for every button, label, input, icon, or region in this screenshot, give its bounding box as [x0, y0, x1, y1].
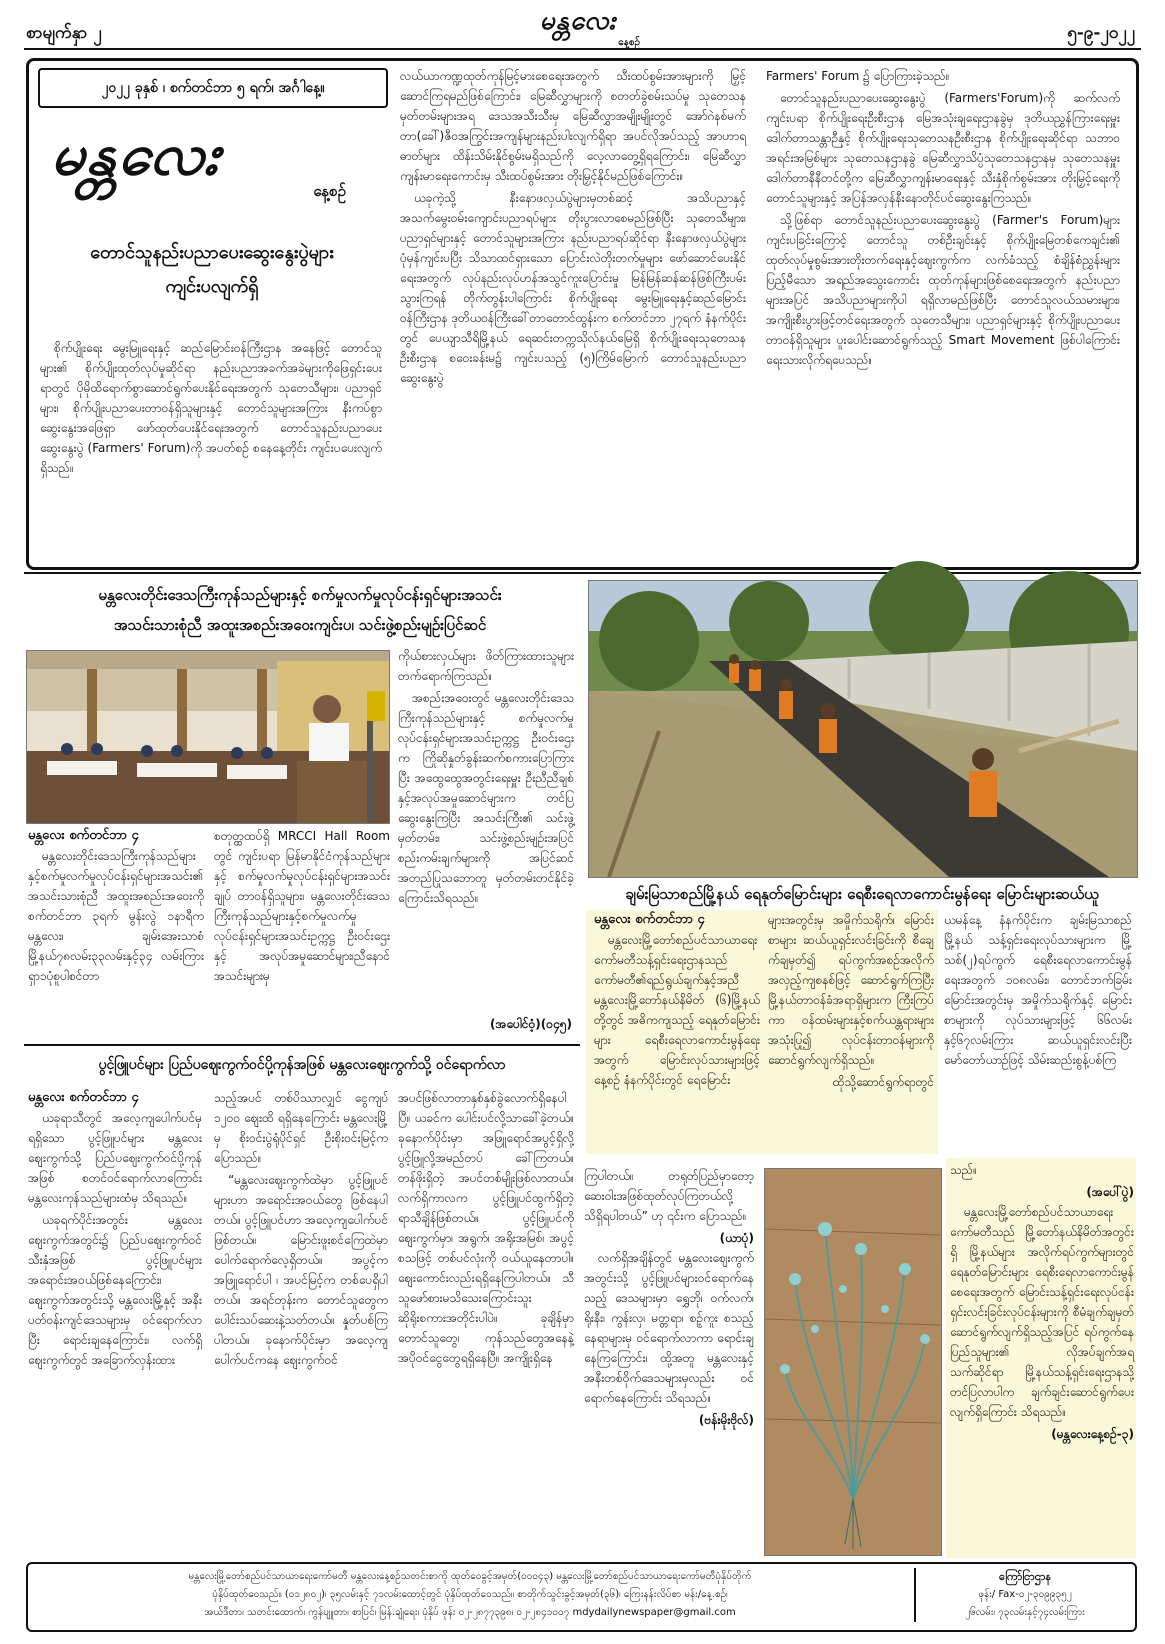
masthead-rule — [24, 48, 1141, 50]
masthead — [0, 0, 1165, 52]
article-column-c-cont — [398, 834, 574, 1012]
drain-column-b — [768, 910, 934, 1154]
editorial-logo-text: မန္တလေး — [48, 120, 226, 188]
article-paragraph: မန္တလေးတိုင်းဒေသကြီးကုန်သည်များနှင့်စက်မှုလက်မှုလုပ်ငန်းရှင်များအသင်း၏ အသင်းသားစုံညီ အထူးအစည်းအဝေးကို စက်တင်ဘာ ၃ရက် မွန်းလွဲ ၁နာရီက မန္တလေး၊ ချမ်းအေးသာစံမြို့နယ်၇၈လမ်း၃၃လမ်းနှင့်၃၄ လမ်းကြားရှာ၁ပုံစူပါစင်တာ — [28, 849, 204, 983]
masthead-date: ၅-၉-၂၀၂၂ — [1067, 23, 1135, 43]
masthead-logo-text: မန္တလေး — [539, 6, 617, 36]
headline-line1: မန္တလေးတိုင်းဒေသကြီးကုန်သည်များနှင့် စက်မှုလက်မှုလုပ်ငန်းရှင်များအသင်း — [98, 586, 502, 604]
editorial-column-2 — [400, 66, 746, 556]
drain-clearing-photo — [588, 580, 1138, 878]
article-pwint-phyu — [24, 1050, 580, 1556]
article-credit: (အပေါ်ပွဲ) — [1086, 1185, 1134, 1199]
article-paragraph: ယခုရာသီတွင် အလေ့ကျပေါက်ပင်မှရရှိသော ပွင့်ဖြူပင်များ မန္တလေးဈေးကွက်သို့ ပြည်ပဈေးကွက်ဝင်ပို့ကုန်အဖြစ် စတင်ဝင်ရောက်လာကြောင်း မန္တလေးကုန်သည်များထံမှ သိရသည်။ — [28, 1111, 202, 1205]
drain-column-c — [944, 910, 1132, 1154]
article-paragraph: သည့်အပင် တစ်ပိဿာလျှင် ငွေကျပ် ၁၂၀၀ ဈေးထိ ရရှိနေကြောင်း မန္တလေးမြို့မှ စိုးဝင်းပွဲရုံပိုင်ရှင် ဦးစိုးဝင်းမြင့်က ပြောသည်။ — [214, 1091, 388, 1165]
editorial-title — [44, 236, 380, 304]
masthead-logo-sub: နေ့စဉ် — [618, 37, 640, 48]
article-mrcci — [24, 580, 576, 1038]
article-paragraph: လက်ရှိအချိန်တွင် မန္တလေးဈေးကွက်အတွင်းသို့ ပွင့်ဖြူပင်များဝင်ရောက်နေသည့် ဒေသများမှာ ရွှေဘို၊ ဝက်လက်၊ ရိုးနီး၊ ကွန်းလှ၊ မတ္တရာ၊ စဉ့်ကူး စသည့်နေရာများမှ ဝင်ရောက်လာကာ ရောင်းချနေကြကြောင်း၊ ထို့အတူ မန္တလေးနှင့် အနီးတစ်ဝိုက်ဒေသများမှလည်း ဝင်ရောက်နေကြောင်း သိရသည်။ — [584, 1251, 754, 1405]
editorial-date: ၂၀၂၂ ခုနှစ် ၊ စက်တင်ဘာ ၅ ရက်၊ အင်္ဂါနေ့။ — [101, 79, 325, 96]
article-paragraph: များအတွင်းမှ အမှိုက်သရိုက်၊ မြောင်းစာများ ဆယ်ယူရှင်းလင်းခြင်းကို စီချေက်ချမှတ်၍ ရပ်ကွက်အစဉ်အလိုက် အလှည့်ကျစနစ်ဖြင့် ဆောင်ရွက်ကြပြီး မြို့နယ်တာဝန်ခံအရာရှိများက ကြီးကြပ်ကာ ဝန်ထမ်းများနှင့်စက်ယန္တရားများအသုံးပြု၍ လုပ်ငန်းတာဝန်များကို ဆောင်ရွက်လျက်ရှိသည်။ — [768, 913, 934, 1067]
page-number-label: စာမျက်နှာ ၂ — [26, 23, 102, 43]
editorial-date-box — [38, 68, 388, 108]
article-paragraph: အစည်းအဝေးတွင် မန္တလေးတိုင်းဒေသကြီးကုန်သည်များနှင့် စက်မှုလက်မှုလုပ်ငန်းရှင်များအသင်းဥက္ကဋ္ဌ ဦးဝင်းဌေးက ကြိုဆိုနှုတ်ခွန်းဆက်စကားပြောကြားပြီး အထွေထွေအတွင်းရေးမှူး ဦးညီညီချစ်နှင့်အလုပ်အမှုဆောင်များက တင်ပြဆွေးနွေးကြပြီး အသင်းကြီး၏ သင်းဖွဲ့မှတ်တမ်း၊ သင်းဖွဲ့စည်းမျဉ်းအပြင်စည်းကမ်းချက်များကို အပြင်ဆင်အတည်ပြုသဘောတူ မှတ်တမ်းတင်နိုင်ခဲ့ကြောင်းသိရသည်။ — [398, 691, 574, 905]
article-paragraph: ထိုသို့ဆောင်ရွက်ရာတွင် — [832, 1075, 934, 1089]
article-paragraph: “မန္တလေးဈေးကွက်ထဲမှာ ပွင့်ဖြူပင်များဟာ အရောင်းအဝယ်တွေ ဖြစ်နေပါတယ်။ ပွင့်ဖြူပင်ဟာ အလေ့ကျပေါက်ပင်ဖြစ်တယ်။ မြောင်းဖူးစင်ကြေထဲမှာ ပေါက်ရောက်လေ့ရှိတယ်။ အပွင့်က အဖြူရောင်ပါ ၊ အပင်မြင့်က တစ်ပေရှိပါတယ်။ အရင်တုန်းက တောင်သူတွေက ပေါင်းသပ်ဆေးနဲ့သတ်တယ်။ နှုတ်ပစ်ကြပါတယ်။ ခုနောက်ပိုင်းမှာ အလေ့ကျပေါက်ပင်ကနေ ဈေးကွက်ဝင် — [214, 1173, 388, 1367]
article-drain — [582, 580, 1138, 1158]
byline: မန္တလေး စက်တင်ဘာ ၄ — [594, 912, 705, 927]
ad-dept-address: ၂၆လမ်း၊ ၇၃လမ်းနှင့်၇၄လမ်းကြား — [965, 1607, 1085, 1618]
pwint-phyu-plant-photo — [764, 1168, 942, 1556]
ad-dept-title: ကြော်ငြာဌာန — [998, 1570, 1052, 1583]
editorial-paragraph: Farmers' Forum ၌ ပြောကြားခဲ့သည်။ — [766, 69, 950, 83]
section-divider — [24, 572, 1141, 574]
pwint-column-b — [214, 1088, 388, 1554]
editorial-logo — [48, 112, 382, 212]
article-paragraph: မန္တလေးမြို့တော်စည်ပင်သာယာရေးကော်မတီသည် မြို့တော်နယ်နိမိတ်အတွင်းရှိ မြို့နယ်များ အလိုက်ရပ်ကွက်များတွင် ရေနုတ်မြောင်းများ ရေစီးရေလာကောင်းမွန်စေရေးအတွက် မြောင်းသန့်ရှင်းရေးလုပ်ငန်းရှင်းလင်းခြင်းလုပ်ငန်းများကို စီမံချက်ချမှတ်ဆောင်ရွက်လျက်ရှိသည့်အပြင် ရပ်ကွက်နေပြည်သူများ၏ လိုအပ်ချက်အရ သက်ဆိုင်ရာ မြို့နယ်သန့်ရှင်းရေးဌာနသို့ တင်ပြလာပါက ချက်ချင်းဆောင်ရွက်ပေးလျက်ရှိကြောင်း သိရသည်။ — [950, 1205, 1134, 1419]
article-column-b — [214, 826, 390, 1012]
meeting-photo — [26, 650, 390, 824]
masthead-logo — [508, 6, 648, 48]
article-credit: (မန္တလေးနေ့စဉ်-၃) — [1051, 1427, 1134, 1441]
article-paragraph: ကိုယ်စားလှယ်များ ဖိတ်ကြားထားသူများ တက်ရောက်ကြသည်။ — [398, 649, 574, 683]
imprint-line: ပုံနှိပ်ထုတ်ဝေသည်။ (၀၁၂၈၀၂)၊ ၃၅လမ်းနှင့် ၇၁လမ်းထောင့်တွင် ပုံနှိပ်ထုတ်ဝေသည်။ စာတိုက်သွင်းခွင့်အမှတ်(၃၆)၊ ကြေးနန်းလိပ်စာ မန်း/နေ့.စဉ်၊ — [212, 1589, 728, 1600]
article-paragraph: စတုတ္ထထပ်ရှိ MRCCI Hall Room တွင် ကျင်းပရာ မြန်မာနိုင်ငံကုန်သည်များနှင့် စက်မှုလက်မှုလုပ်ငန်းရှင်များအသင်းချုပ် တာဝန်ရှိသူများ၊ မန္တလေးတိုင်းဒေသကြီးကုန်သည်များနှင့်စက်မှုလက်မှုလုပ်ငန်းရှင်များအသင်းဥက္ကဋ္ဌ ဦးဝင်းဌေးနှင့် အလုပ်အမှုဆောင်များ၊ညီနောင်အသင်းများမှ — [214, 829, 390, 983]
byline: မန္တလေး စက်တင်ဘာ ၄ — [28, 1090, 139, 1105]
article-paragraph: ယခုရက်ပိုင်းအတွင်း မန္တလေးဈေးကွက်အတွင်း၌ ပြည်ပဈေးကွက်ဝင်သီးနှံအဖြစ် ပွင့်ဖြူပင်များ အရောင်းအဝယ်ဖြစ်နေကြောင်း၊ ဈေးကွက်အတွင်းသို့ မန္တလေးမြို့နှင့် အနီးပတ်ဝန်းကျင်ဒေသများမှ ဝင်ရောက်လာပြီး ရောင်းချနေကြောင်း၊ လက်ရှိဈေးကွက်တွင် အခြောက်လှန်းထား — [28, 1213, 202, 1367]
headline-line2: အသင်းသားစုံညီ အထူးအစည်းအဝေးကျင်းပ၊ သင်းဖွဲ့စည်းမျဉ်းပြင်ဆင် — [113, 616, 487, 634]
article-column-right — [398, 646, 574, 905]
article-paragraph: ကြပါတယ်။ တရုတ်ပြည်မှာတော့ ဆေးဝါးအဖြစ်ထုတ်လုပ်ကြတယ်လို့ သိရှိရပါတယ်” ဟု ၎င်းက ပြောသည်။ — [584, 1169, 754, 1223]
photo-caption-headline: ချမ်းမြသာစည်မြို့နယ် ရေနုတ်မြောင်းများ ရေစီးရေလာကောင်းမွန်ရေး မြောင်းများဆယ်ယူ — [625, 885, 1099, 903]
pwint-column-d — [584, 1166, 754, 1556]
pwint-column-a — [28, 1088, 202, 1554]
article-paragraph: သည်။ — [950, 1163, 977, 1177]
editorial-paragraph: စိုက်ပျိုးရေး မွေးမြူရေးနှင့် ဆည်မြောင်းဝန်ကြီးဌာန အနေဖြင့် တောင်သူများ၏ စိုက်ပျိုးထုတ်လုပ်မှုဆိုင်ရာ နည်းပညာအခက်အခဲများကိုဖြေရှင်းပေးရာတွင် ပိုမိုထိရောက်စွာဆောင်ရွက်ပေးနိုင်ရေးအတွက် သုတေသီများ၊ ပညာရှင်များ၊ စိုက်ပျိုးပညာပေးတာဝန်ရှိသူများနှင့် တောင်သူများအကြား နီးကပ်စွာ ဆွေးနွေးအဖြေရှာ ဖော်ထုတ်ပေးနိုင်ရေးအတွက် တောင်သူနည်းပညာပေးဆွေးနွေးပွဲ (Farmers' Forum)ကို အပတ်စဉ် စနေနေ့တိုင်း ကျင်းပပေးလျက်ရှိသည်။ — [40, 341, 382, 475]
editorial-paragraph: ယခုကဲ့သို့ နီးနောဖလှယ်ပွဲများမှတစ်ဆင့် အသိပညာနှင့် အသက်မွေးဝမ်းကျောင်းပညာရပ်များ တိုးပွားလာစေမည်ဖြစ်ပြီး သုတေသီများ၊ ပညာရှင်များနှင့် တောင်သူများအကြား နည်းပညာရပ်ဆိုင်ရာ နီးနောဖလှယ်ပွဲများ ပုံမှန်ကျင်းပပြီး သိသာထင်ရှားသော ပြောင်းလဲတိုးတက်မှုများ ဖော်ဆောင်ပေးနိုင်ရေးအတွက် လုပ်နည်းလုပ်ဟန်အသွင်ကူးပြောင်းမှု မြန်မြန်ဆန်ဆန်ဖြစ်ကြီးပမ်းသွားကြရန် တိုက်တွန်းပါကြောင်း စိုက်ပျိုးရေး မွေးမြူရေးနှင့်ဆည်မြောင်းဝန်ကြီးဌာန ဒုတိယဝန်ကြီးခေါ်တာတောင်ထွန်းက စက်တင်ဘာ ၂၇ရက် နံနက်ပိုင်းတွင် ပေယျာသီရိမြို့နယ် ရေဆင်းတက္ကသိုလ်နယ်မြေရှိ စိုက်ပျိုးရေးသုတေသနဦးစီးဌာန စဝေးခန်းမ၌ ကျင်းပသည့် (၅)ကြိမ်မြောက် တောင်သူနည်းပညာဆွေးနွေးပွဲ — [400, 191, 746, 385]
pwint-column-c — [398, 1088, 574, 1554]
drain-column-a — [594, 910, 760, 1154]
article-credit: (အပေါင်ဝံ့)(၀၄၅) — [489, 1017, 572, 1031]
ad-dept-phone: ဖုန်း/ Fax-၀၂-၃၀၉၉၃၅၂ — [978, 1589, 1072, 1600]
editorial-column-3 — [766, 66, 1120, 556]
article-paragraph: ယမန်နေ့ နံနက်ပိုင်းက ချမ်းမြသာစည်မြို့နယ် သန့်ရှင်းရေးလုပ်သားများက မြို့သစ်(၂)ရပ်ကွက် ရေစီးရေလာကောင်းမွန်ရေးအတွက် ၁၀၈လမ်း၊ တောင်ဘက်ခြမ်းမြောင်းအတွင်းမှ အမှိုက်သရိုက်နှင့် မြောင်းစာများကို လုပ်သားများဖြင့် ၆၆လမ်းနှင့်၆၇လမ်းကြား ဆယ်ယူရှင်းလင်းပြီး မော်တော်ယာဉ်ဖြင့် သိမ်းဆည်းစွန့်ပစ်ကြ — [944, 913, 1132, 1067]
section-divider — [24, 1044, 580, 1046]
article-paragraph: အပင်ဖြစ်လာတာနှစ်နှစ်ခွဲလောက်ရှိနေပါပြီ။ ယခင်က ပေါင်းပင်လို့သာခေါ်ခဲ့တယ်။ ခုနောက်ပိုင်းမှာ အဖြူရောင်အပွင့်ရှိလို့ ပွင့်ဖြူလို့အမည်တပ် ခေါ်ကြတယ်။ တန်ဖိုးရှိတဲ့ အပင်တစ်မျိုးဖြစ်လာတယ်။ လက်ရှိကာလက ပွင့်ဖြူပင်ထွက်ရှိတဲ့ ရာသီချိန်ဖြစ်တယ်။ ပွင့်ဖြူပင်ကို ဈေးကွက်မှာ၊ အရွက်၊ အရိုးအမြစ်၊ အပွင့်စသဖြင့် တစ်ပင်လုံးကို ဝယ်ယူနေတာပါ။ ဈေးကောင်းလည်းရရှိနေကြပါတယ်။ သီသူဖော်စားမသိသေးကြောင်းသူး ဆိုရိုးစကားအတိုင်းပါပဲ။ ခုချိန်မှာ တောင်သူတွေ၊ ကုန်သည်တွေအနေနဲ့ အပိုဝင်ငွေတွေရရှိနေပြီ။ အကျိုးရှိနေ — [398, 1091, 574, 1365]
headline: ပွင့်ဖြူပင်များ ပြည်ပဈေးကွက်ဝင်ပို့ကုန်အဖြစ် မန္တလေးဈေးကွက်သို့ ဝင်ရောက်လာ — [98, 1057, 506, 1073]
imprint-line: မန္တလေးမြို့တော်စည်ပင်သာယာရေးကော်မတီ မန္တလေးနေ့စဉ်သတင်းစာကို ထုတ်ဝေခွင့်အမှတ်(၀၀၀၄၃) မန္တလေးမြို့တော်စည်ပင်သာယာရေးကော်မတီပုံနှိပ်တိုက် — [188, 1571, 752, 1582]
article-credit: (ယာပုံ) — [719, 1231, 754, 1245]
editorial-title-line1: တောင်သူနည်းပညာပေးဆွေးနွေးပွဲများ — [90, 242, 334, 263]
byline: မန္တလေး စက်တင်ဘာ ၄ — [28, 828, 139, 843]
footer-ad-dept — [922, 1568, 1128, 1622]
editorial-paragraph: တောင်သူနည်းပညာပေးဆွေးနွေးပွဲ (Farmers'Forum)ကို ဆက်လက်ကျင်းပရာ စိုက်ပျိုးရေးဦးစီးဌာန မြေအသုံးချရေးဌာနခွဲမှ ဒုတိယညွှန်ကြားရေးမှူး ဒေါက်တာသန္တာဉီနှင့် စိုက်ပျိုးရေးသုတေသနဦးစီးဌာန စိုက်ပျိုးရေးဆိုင်ရာ သဘာဝအရင်းအမြစ်များ သုတေသနဌာနခွဲ မြေဆီလွှာသိပ္ပံသုတေသနဌာနမှ သုတေသနမှူး ဒေါက်တာနီနီတင်တို့က မြေဆီလွှာကျန်းမာရေးနှင့် သီးနှံစိုက်စွမ်းအား တိုးမြှင့်ရေးကို တောင်သူများနှင့် အပြန်အလှန်နီးနောတိုင်ပင်ဆွေးနွေးကြသည်။ — [766, 91, 1120, 205]
article-paragraph: မန္တလေးမြို့တော်စည်ပင်သာယာရေးကော်မတီသန့်ရှင်းရေးဌာနသည် ကော်မတီ၏ရည်ရွယ်ချက်နှင့်အညီ မန္တလေးမြို့တော်နယ်နိမိတ် (၆)မြို့နယ်တို့တွင် အဓိကကျသည့် ရေနုတ်မြောင်းများ ရေစီးရေလာကောင်းမွန်ရေးအတွက် မြောင်းလုပ်သားများဖြင့် နေ့စဉ် နံနက်ပိုင်းတွင် ရေမြောင်း — [594, 933, 760, 1087]
editorial-paragraph: သို့ဖြစ်ရာ တောင်သူနည်းပညာပေးဆွေးနွေးပွဲ (Farmer's Forum)များ ကျင်းပခြင်းကြောင့် တောင်သူ တစ်ဦးချင်းနှင့် စိုက်ပျိုးမြေတစ်ကေချင်း၏ ထုတ်လုပ်မှုစွမ်းအားတိုးတက်ရေးနှင့်ဈေးကွက်က လက်ခံသည့် စံချိန်စံညွှန်းများ ပြည့်မီသော အရည်အသွေးကောင်း ထုတ်ကုန်များဖြစ်စေရေးအတွက် နည်းပညာများအပြင် အသိပညာများကိုပါ ရရှိလာမည်ဖြစ်ပြီး တောင်သူလယ်သမားများ၊ အကျိုးစီးပွားဖြင့်တင်ရေးအတွက် သုတေသီများ၊ ပညာရှင်များနှင့် စိုက်ပျိုးပညာပေးတာဝန်ရှိသူများ ပူးပေါင်းဆောင်ရွက်သည့် Smart Movement ဖြစ်ပါကြောင်း ရေးသားလိုက်ရပေသည်။ — [766, 213, 1120, 367]
editorial-column-1 — [40, 338, 382, 556]
footer-imprint — [40, 1568, 900, 1622]
drain-column-d — [950, 1160, 1134, 1558]
article-column-a — [28, 826, 204, 1012]
footer-divider — [914, 1568, 916, 1622]
editorial-logo-sub: နေ့စဉ် — [313, 182, 346, 200]
editorial-paragraph: လယ်ယာကဏ္ဍထုတ်ကုန်မြင့်မားစေရေးအတွက် သီးထပ်စွမ်းအားများကို မြှင့်ဆောင်ကြရမည်ဖြစ်ကြောင်း၊ မြေဆီလွှာများကို စတတ်ခွဲစမ်းသပ်မှု သုတေသနမှတ်တမ်းများအရ ဒေသအသီးသီးမှ မြေဆီလွှာအမျိုးမျိုးတွင် အော်ဂဲနစ်မက်တာ(ခေါ်)ဇီဝအကြွင်းအကျန်များနည်းပါးလျက်ရှိရာ အပင်လိုအပ်သည့် အာဟာရဓာတ်များ ထိန်းသိမ်းနိုင်စွမ်းမရှိသည်ကို လေ့လာတွေ့ရှိရကြောင်း၊ မြေဆီလွှာကျန်းမာရေးကောင်းမှ သီးထပ်စွမ်းအား တိုးမြှင့်နိုင်မည်ဖြစ်ကြောင်း။ — [400, 69, 746, 183]
article-credit: (ဗန်းမိုးဗိုလ်) — [698, 1413, 754, 1427]
editorial-title-line2: ကျင်းပလျက်ရှိ — [165, 276, 259, 297]
imprint-line: အယ်ဒီတာ၊ သတင်းထောက်၊ ကွန်ပျူတာ၊ စာပြင်၊ မြန်.ချုံရေး၊ ပုံနှိပ် ဖုန်း ၀၂-၂၈၇၇၃၉၈၊ ၀၂-၂၈၄၁၀၀၇ mdydailynewspaper@gmail.com — [204, 1607, 736, 1618]
